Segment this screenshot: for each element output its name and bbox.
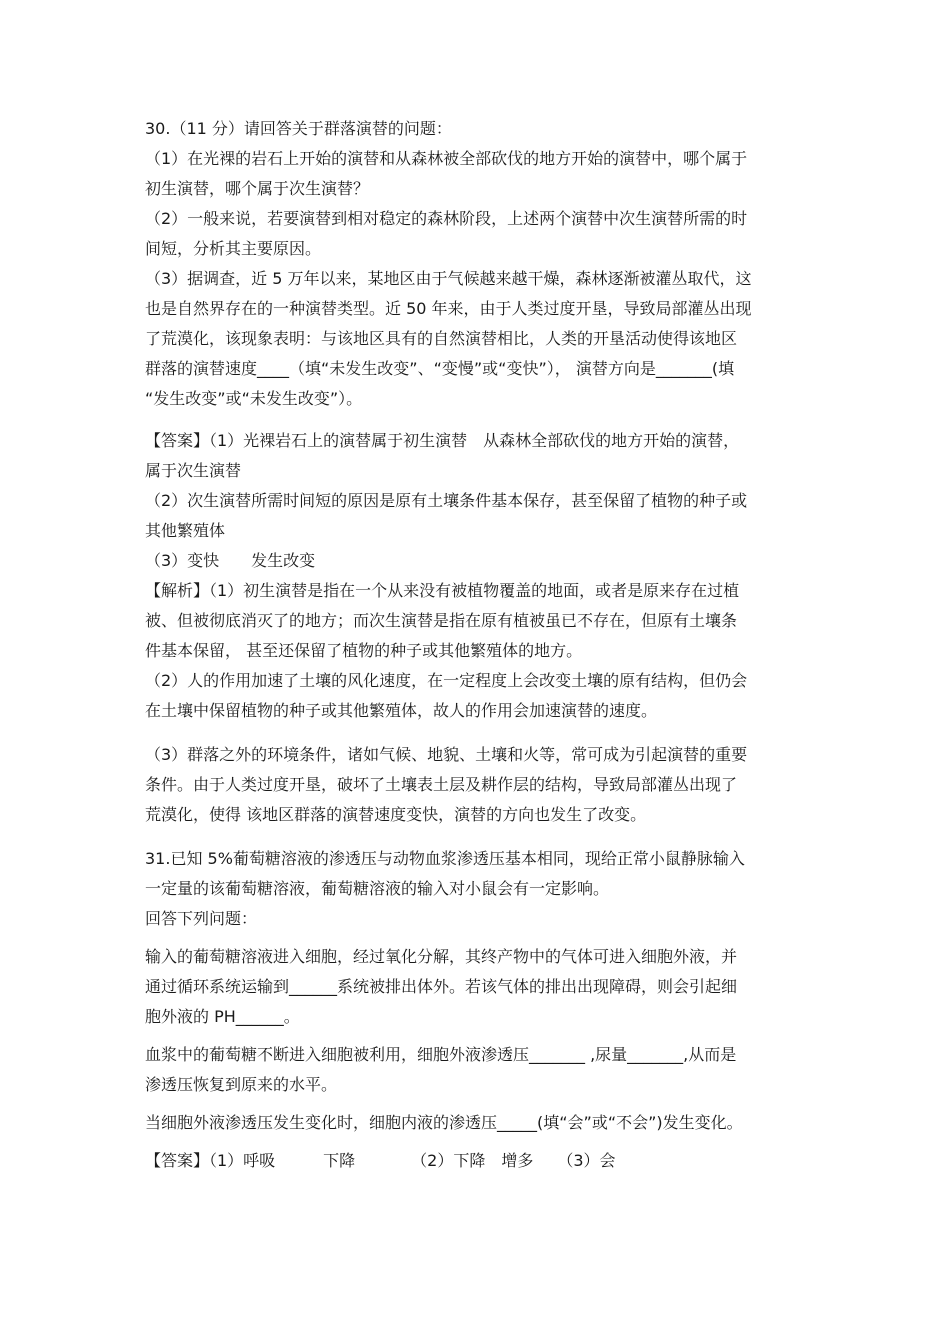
question-30-answer [145,426,810,726]
answer-30-line2: 属于次生演替 [145,461,242,480]
analysis-30-part3-line1: （3）群落之外的环境条件，诸如气候、地貌、土壤和火等，常可成为引起演替的重要 [145,745,748,764]
question-30-part2-line2: 间短，分析其主要原因。 [145,239,322,258]
question-31-intro-line3: 回答下列问题： [145,909,258,928]
answer-30-line5: （3）变快 发生改变 [145,551,316,570]
question-31-part2-line1: 血浆中的葡萄糖不断进入细胞被利用，细胞外液渗透压_______ ,尿量_______,从而是 [145,1045,737,1064]
question-31-answer: 【答案】（1）呼吸 下降 （2）下降 增多 （3）会 [145,1151,616,1170]
question-30-title: 30.（11 分）请回答关于群落演替的问题： [145,119,452,138]
question-30-part3-line2: 也是自然界存在的一种演替类型。近 50 年来，由于人类过度开垦，导致局部灌丛出现 [145,299,752,318]
question-31-part3: 当细胞外液渗透压发生变化时，细胞内液的渗透压_____(填“会”或“不会”)发生变化。 [145,1113,743,1132]
question-31-intro-line1: 31.已知 5%葡萄糖溶液的渗透压与动物血浆渗透压基本相同，现给正常小鼠静脉输入 [145,849,745,868]
question-30-analysis-3 [145,740,810,830]
question-31 [145,844,810,1176]
answer-30-line4: 其他繁殖体 [145,521,226,540]
analysis-30-line4: （2）人的作用加速了土壤的风化速度，在一定程度上会改变土壤的原有结构，但仍会 [145,671,748,690]
document-body [145,114,810,1176]
answer-30-line3: （2）次生演替所需时间短的原因是原有土壤条件基本保存，甚至保留了植物的种子或 [145,491,748,510]
analysis-30-part3-line2: 条件。由于人类过度开垦，破坏了土壤表土层及耕作层的结构，导致局部灌丛出现了 [145,775,738,794]
analysis-30-line3: 件基本保留， 甚至还保留了植物的种子或其他繁殖体的地方。 [145,641,583,660]
analysis-30-line1: 【解析】（1）初生演替是指在一个从来没有被植物覆盖的地面，或者是原来存在过植 [145,581,740,600]
analysis-30-line2: 被、但被彻底消灭了的地方；而次生演替是指在原有植被虽已不存在，但原有土壤条 [145,611,738,630]
question-30-part1-line1: （1）在光裸的岩石上开始的演替和从森林被全部砍伐的地方开始的演替中，哪个属于 [145,149,748,168]
analysis-30-line5: 在土壤中保留植物的种子或其他繁殖体，故人的作用会加速演替的速度。 [145,701,658,720]
question-31-part1-line3: 胞外液的 PH______。 [145,1007,300,1026]
question-30-part3-line4: 群落的演替速度____（填“未发生改变”、“变慢”或“变快”）， 演替方向是_______(填 [145,359,735,378]
question-30-part3-line3: 了荒漠化，该现象表明：与该地区具有的自然演替相比，人类的开垦活动使得该地区 [145,329,738,348]
question-31-part1-line2: 通过循环系统运输到______系统被排出体外。若该气体的排出出现障碍，则会引起细 [145,977,738,996]
question-30 [145,114,810,414]
question-30-part2-line1: （2）一般来说，若要演替到相对稳定的森林阶段，上述两个演替中次生演替所需的时 [145,209,748,228]
question-30-part3-line1: （3）据调查，近 5 万年以来，某地区由于气候越来越干燥，森林逐渐被灌丛取代，这 [145,269,752,288]
question-31-part2-line2: 渗透压恢复到原来的水平。 [145,1075,338,1094]
question-31-intro-line2: 一定量的该葡萄糖溶液，葡萄糖溶液的输入对小鼠会有一定影响。 [145,879,610,898]
question-30-part1-line2: 初生演替，哪个属于次生演替？ [145,179,370,198]
analysis-30-part3-line3: 荒漠化，使得 该地区群落的演替速度变快，演替的方向也发生了改变。 [145,805,647,824]
question-31-part1-line1: 输入的葡萄糖溶液进入细胞，经过氧化分解，其终产物中的气体可进入细胞外液，并 [145,947,738,966]
question-30-part3-line5: “发生改变”或“未发生改变”）。 [145,389,363,408]
answer-30-line1: 【答案】（1）光裸岩石上的演替属于初生演替 从森林全部砍伐的地方开始的演替， [145,431,740,450]
